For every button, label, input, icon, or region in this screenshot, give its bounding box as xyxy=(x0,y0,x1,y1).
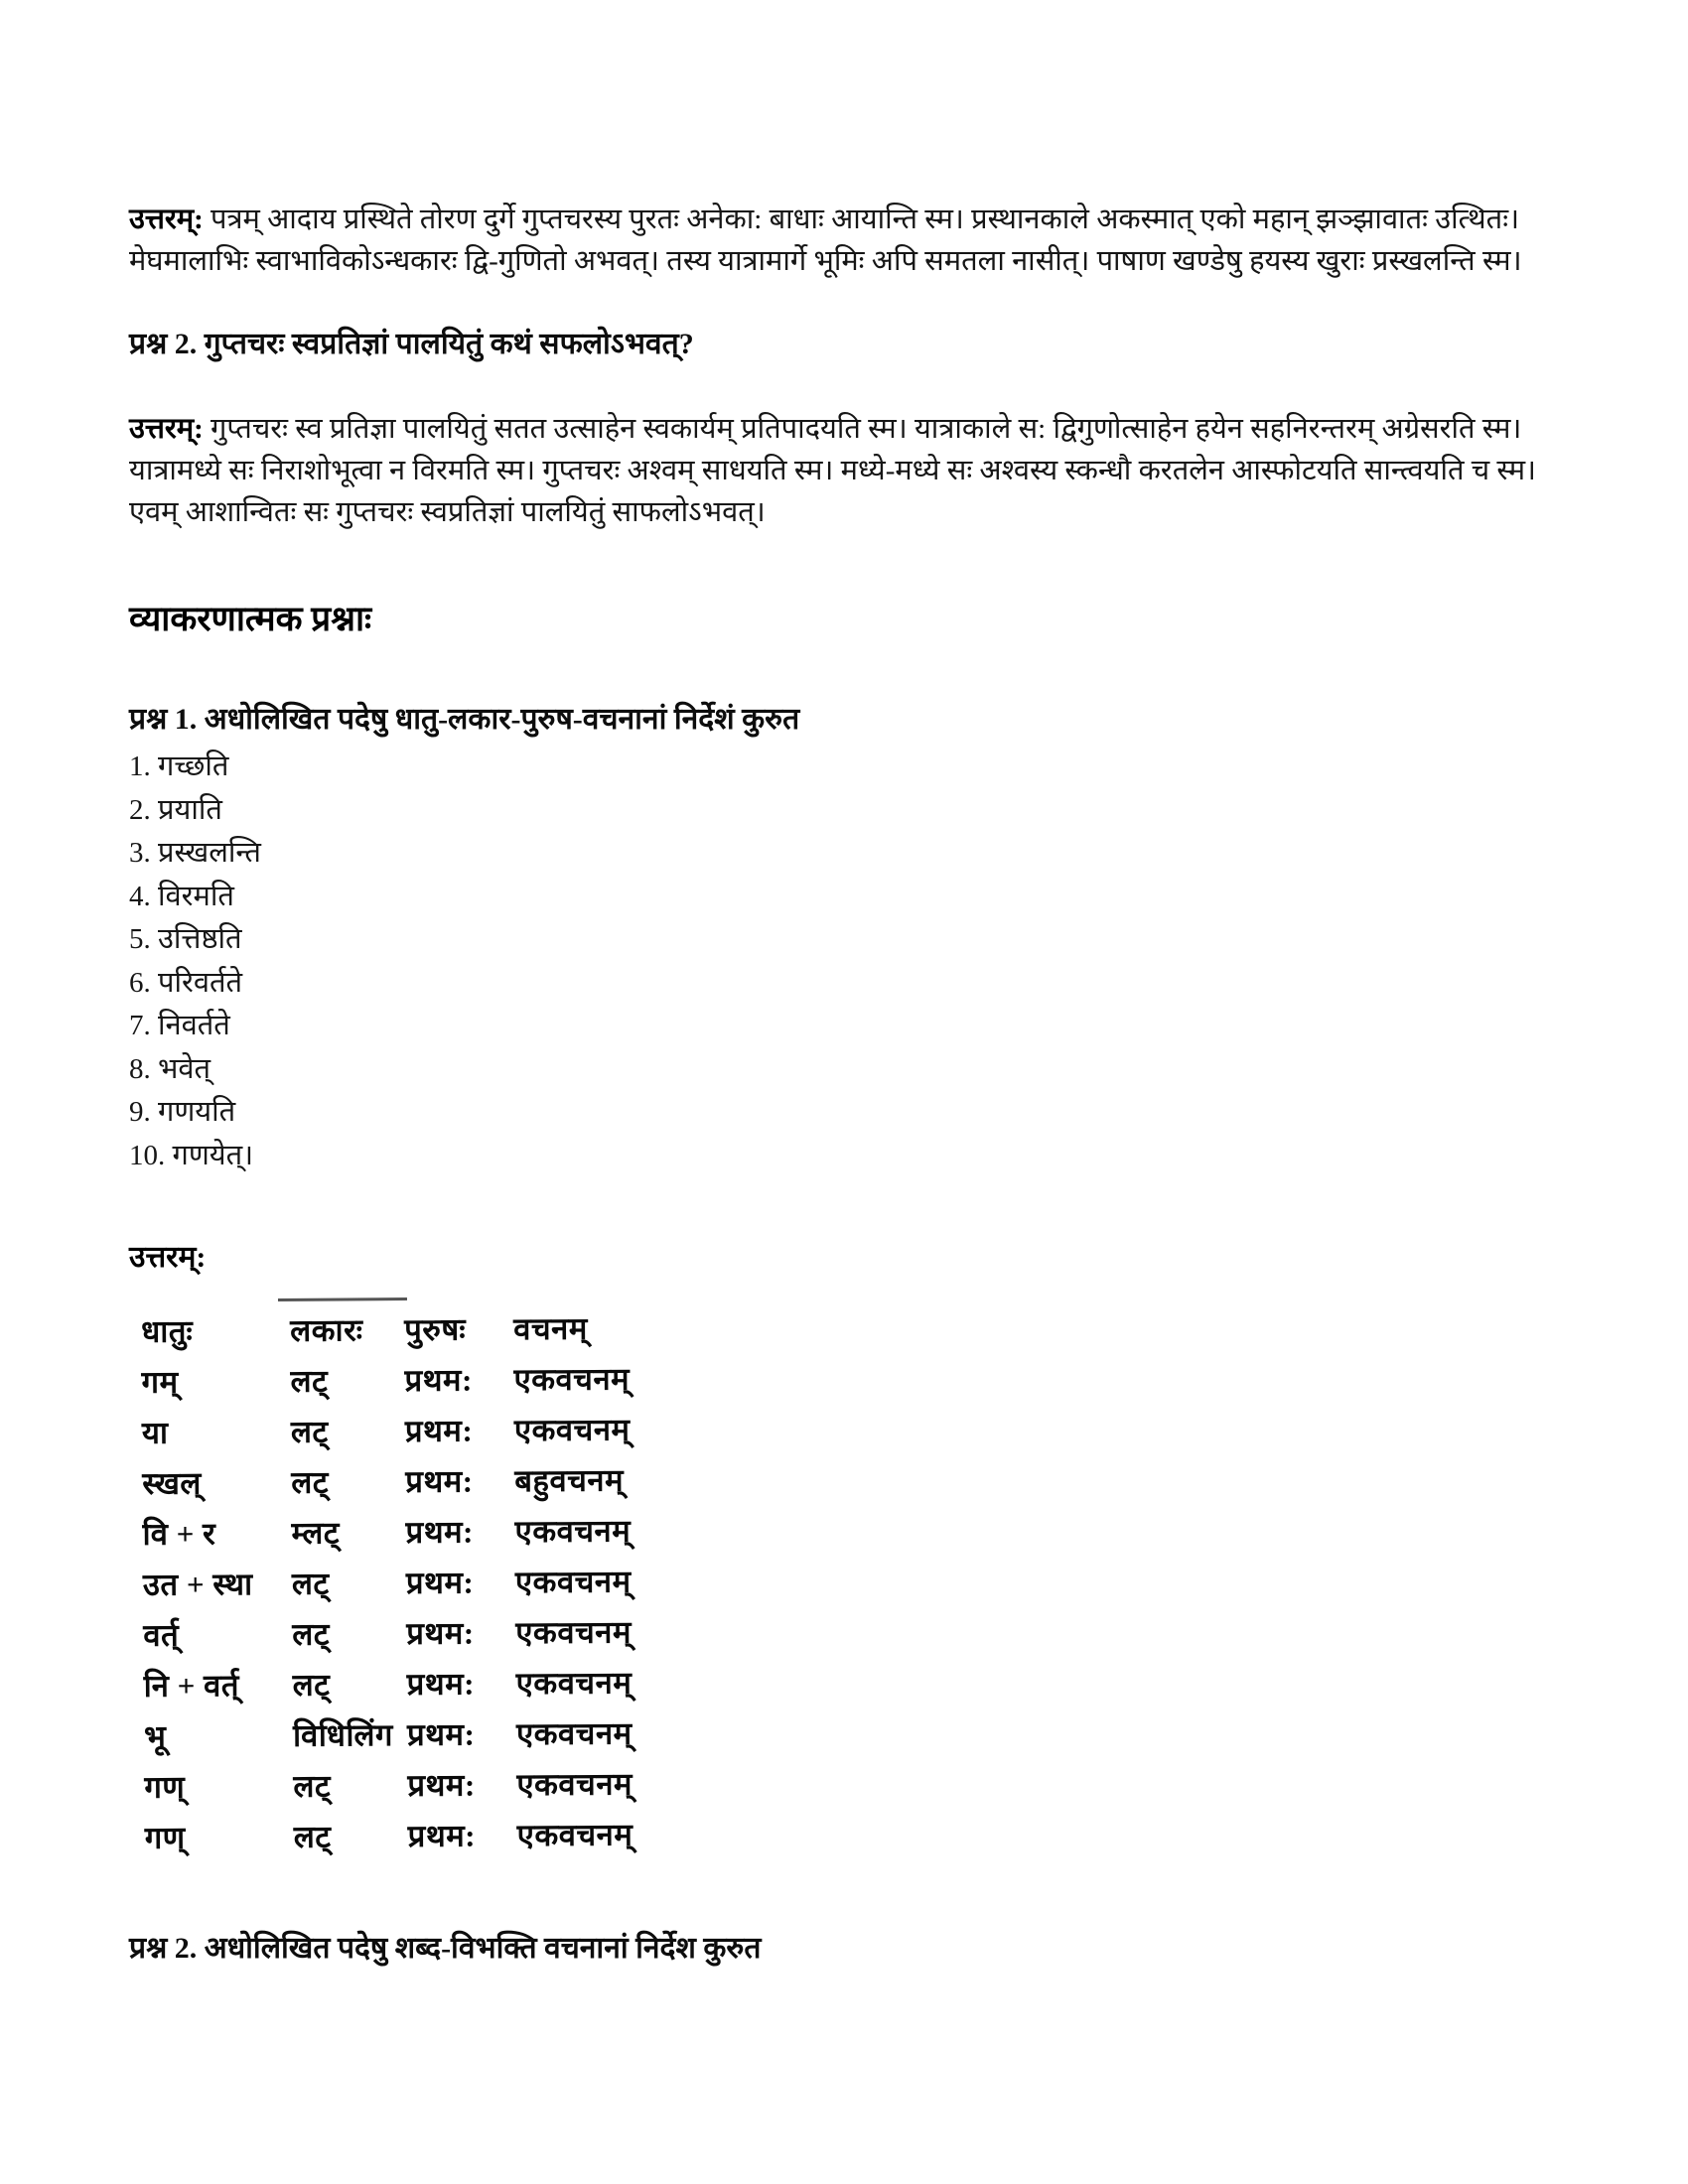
table-row xyxy=(130,1403,663,1457)
grammar-question2-heading: प्रश्न 2. अधोलिखित पदेषु शब्द-विभक्ति वचनानां निर्देश कुरुत xyxy=(129,1932,762,1965)
table-cell: वर्त् xyxy=(143,1617,180,1653)
list-item: 5. उत्तिष्ठति xyxy=(129,923,242,955)
table-row xyxy=(132,1757,665,1812)
answer1-paragraph xyxy=(129,199,1569,282)
answer1-label: उत्तरम्: xyxy=(129,204,204,235)
list-item: 4. विरमति xyxy=(129,880,234,912)
table-cell: लट् xyxy=(291,1566,330,1601)
table-cell: प्रथम: xyxy=(405,1514,475,1550)
table-cell: लट् xyxy=(290,1363,329,1399)
table-cell: प्रथम: xyxy=(405,1565,475,1600)
answer-table-label: उत्तरम्: xyxy=(129,1241,207,1274)
list-item: 7. निवर्तते xyxy=(129,1010,230,1041)
answer-table-body xyxy=(129,1352,666,1862)
table-cell: लट् xyxy=(292,1667,331,1703)
table-cell: वि + र xyxy=(142,1515,216,1552)
answer1-text: पत्रम् आदाय प्रस्थिते तोरण दुर्गे गुप्तचरस्य पुरतः अनेका: बाधाः आयान्ति स्म। प्रस्थानकाले अकस्मात् एको महान् झञ्झावातः उत्थितः। मेघमालाभिः स्वाभाविकोऽन्धकारः द्वि-गुणितो अभवत्। तस्य यात्रामार्गे भूमिः अपि समतला नासीत्। पाषाण खण्डेषु हयस्य खुराः प्रस्खलन्ति स्म। xyxy=(129,204,1522,277)
list-item: 6. परिवर्तते xyxy=(129,966,243,999)
grammar-section-heading: व्याकरणात्मक प्रश्नाः xyxy=(129,600,372,638)
table-cell: या xyxy=(141,1415,169,1450)
table-cell: गण् xyxy=(144,1769,186,1805)
table-header-cell: वचनम् xyxy=(513,1310,588,1346)
list-item: 9. गणयति xyxy=(129,1096,236,1128)
table-cell: लट् xyxy=(290,1414,329,1449)
table-header-cell: धातुः xyxy=(141,1313,194,1349)
table-row xyxy=(131,1555,664,1609)
answer2-text: गुप्तचरः स्व प्रतिज्ञा पालयितुं सतत उत्साहेन स्वकार्यम् प्रतिपादयति स्म। यात्राकाले स: द्विगुणोत्साहेन हयेन सहनिरन्तरम् अग्रेसरति स्म। यात्रामध्ये सः निराशोभूत्वा न विरमति स्म। गुप्तचरः अश्वम् साधयति स्म। मध्ये-मध्ये सः अश्वस्य स्कन्धौ करतलेन आस्फोटयति सान्त्वयति च स्म। एवम् आशान्वितः सः गुप्तचरः स्वप्रतिज्ञां पालयितुं साफलोऽभवत्। xyxy=(129,413,1537,528)
table-cell: उत + स्था xyxy=(142,1566,253,1602)
table-cell: प्रथम: xyxy=(406,1666,476,1702)
table-cell: एकवचनम् xyxy=(514,1512,632,1549)
table-cell: प्रथम: xyxy=(406,1615,475,1651)
table-cell: म्लट् xyxy=(291,1515,341,1551)
table-cell: प्रथम: xyxy=(404,1362,473,1398)
list-item: 8. भवेत् xyxy=(129,1052,211,1085)
table-cell: एकवचनम् xyxy=(516,1765,633,1802)
question2-heading: प्रश्न 2. गुप्तचरः स्वप्रतिज्ञां पालयितुं कथं सफलोऽभवत्? xyxy=(129,328,694,360)
grammar-question1-heading: प्रश्न 1. अधोलिखित पदेषु धातु-लकार-पुरुष-वचनानां निर्देशं कुरुत xyxy=(129,703,800,736)
table-cell: स्खल् xyxy=(142,1464,202,1501)
table-cell: प्रथम: xyxy=(407,1818,477,1853)
table-cell: प्रथम: xyxy=(404,1413,474,1448)
table-cell: विधिलिंग xyxy=(292,1716,394,1753)
table-cell: लट् xyxy=(291,1464,330,1500)
list-item: 2. प्रयाति xyxy=(129,793,222,826)
table-cell: लट् xyxy=(293,1819,332,1854)
table-cell: एकवचनम् xyxy=(515,1664,633,1701)
table-cell: प्रथम: xyxy=(406,1716,476,1752)
answer2-paragraph xyxy=(129,408,1569,533)
question1-list xyxy=(129,746,1569,1177)
table-cell: लट् xyxy=(293,1768,332,1804)
scan-artifact-line xyxy=(278,1297,407,1301)
table-cell: भू xyxy=(143,1718,167,1754)
list-item: 10. गणयेत्। xyxy=(129,1139,254,1171)
answer-table-head xyxy=(129,1301,662,1356)
table-cell: प्रथम: xyxy=(405,1463,474,1499)
answer2-label: उत्तरम्: xyxy=(129,413,204,445)
table-cell: एकवचनम् xyxy=(515,1613,633,1650)
table-row xyxy=(130,1504,663,1559)
list-item: 1. गच्छति xyxy=(129,751,229,782)
table-row xyxy=(131,1656,664,1710)
table-header-cell: लकारः xyxy=(290,1311,363,1348)
table-header-cell: पुरुषः xyxy=(404,1311,467,1347)
table-cell: लट् xyxy=(292,1616,331,1652)
page-content xyxy=(129,199,1569,1967)
answer-table xyxy=(129,1301,666,1862)
table-row xyxy=(131,1605,664,1660)
table-row xyxy=(130,1453,663,1508)
table-row xyxy=(129,1352,662,1407)
table-cell: नि + वर्त् xyxy=(143,1667,240,1704)
table-cell: एकवचनम् xyxy=(513,1360,631,1397)
table-cell: एकवचनम् xyxy=(516,1816,633,1852)
table-cell: एकवचनम् xyxy=(514,1563,632,1599)
answer-table-scan xyxy=(129,1296,1573,1862)
table-cell: गम् xyxy=(141,1364,179,1400)
table-cell: बहुवचनम् xyxy=(514,1462,625,1498)
table-cell: प्रथम: xyxy=(407,1767,476,1803)
table-cell: एकवचनम् xyxy=(513,1411,631,1447)
table-row xyxy=(133,1808,666,1862)
table-cell: एकवचनम् xyxy=(515,1714,633,1751)
table-cell: गण् xyxy=(144,1820,186,1855)
answer-table-header-row xyxy=(129,1301,662,1356)
table-row xyxy=(132,1706,665,1761)
list-item: 3. प्रस्खलन्ति xyxy=(129,837,261,869)
